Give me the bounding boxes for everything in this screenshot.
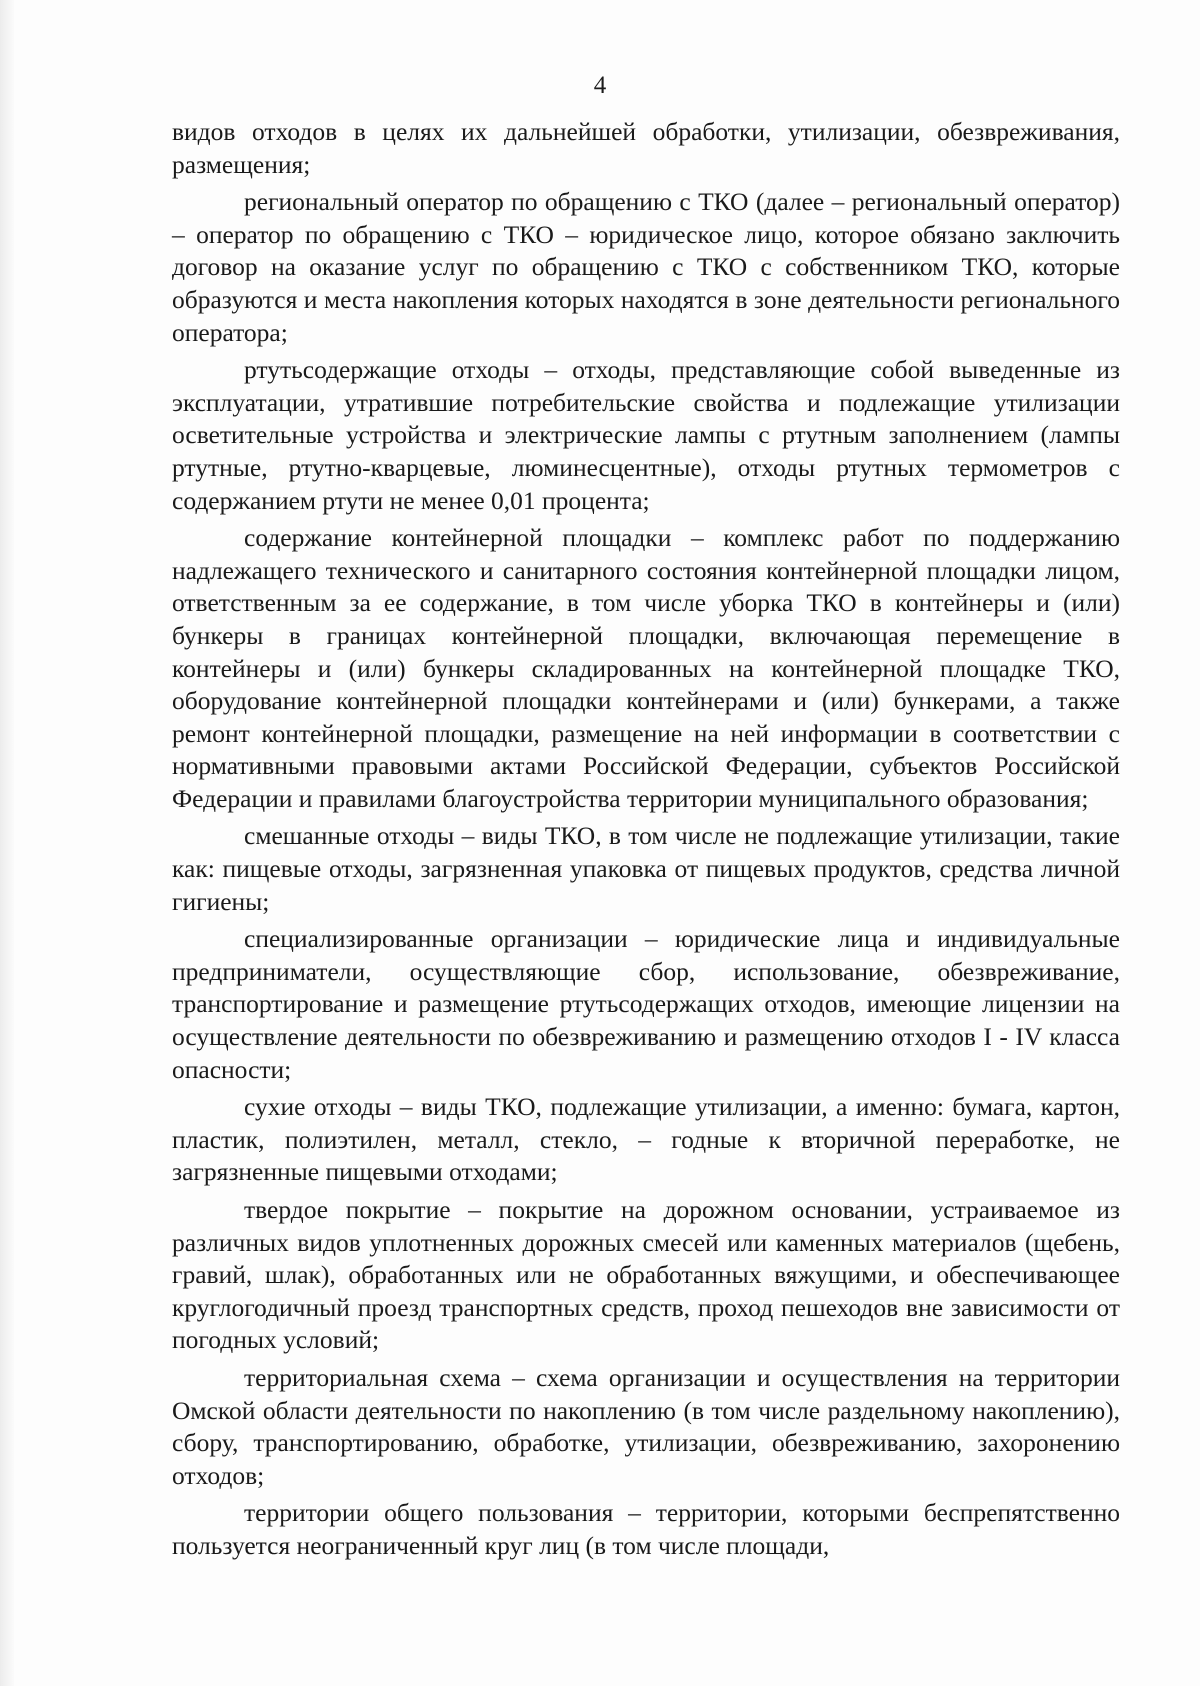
paragraph-dry-waste: сухие отходы – виды ТКО, подлежащие утилизации, а именно: бумага, картон, пластик, полиэтилен, металл, стекло, – годные к вторичной переработке, не загрязненные пищевыми отходами;	[172, 1092, 1120, 1187]
paragraph-mercury-waste: ртутьсодержащие отходы – отходы, представляющие собой выведенные из эксплуатации, утратившие потребительские свойства и подлежащие утилизации осветительные устройства и электрические лампы с ртутным заполнением (лампы ртутные, ртутно-кварцевые, люминесцентные), отходы ртутных термометров с содержанием ртути не менее 0,01 процента;	[172, 355, 1120, 515]
paragraph-territorial-scheme: территориальная схема – схема организации и осуществления на территории Омской области деятельности по накоплению (в том числе раздельному накоплению), сбору, транспортированию, обработке, утилизации, обезвреживанию, захоронению отходов;	[172, 1362, 1120, 1490]
body-text	[172, 116, 1120, 1568]
page-number: 4	[593, 72, 607, 99]
paragraph-container-site-maintenance: содержание контейнерной площадки – комплекс работ по поддержанию надлежащего технического и санитарного состояния контейнерной площадки лицом, ответственным за ее содержание, в том числе уборка ТКО в контейнеры и (или) бункеры в границах контейнерной площадки, включающая перемещение в контейнеры и (или) бункеры складированных на контейнерной площадке ТКО, оборудование контейнерной площадки контейнерами и (или) бункерами, а также ремонт контейнерной площадки, размещение на ней информации в соответствии с нормативными правовыми актами Российской Федерации, субъектов Российской Федерации и правилами благоустройства территории муниципального образования;	[172, 523, 1120, 813]
paragraph-regional-operator: региональный оператор по обращению с ТКО (далее – региональный оператор) – оператор по обращению с ТКО – юридическое лицо, которое обязано заключить договор на оказание услуг по обращению с ТКО с собственником ТКО, которые образуются и места накопления которых находятся в зоне деятельности регионального оператора;	[172, 187, 1120, 347]
paragraph-public-territories: территории общего пользования – территории, которыми беспрепятственно пользуется неограниченный круг лиц (в том числе площади,	[172, 1498, 1120, 1560]
paragraph-mixed-waste: смешанные отходы – виды ТКО, в том числе не подлежащие утилизации, такие как: пищевые отходы, загрязненная упаковка от пищевых продуктов, средства личной гигиены;	[172, 821, 1120, 916]
paragraph-waste-types-continuation: видов отходов в целях их дальнейшей обработки, утилизации, обезвреживания, размещения;	[172, 117, 1120, 179]
scan-edge	[0, 0, 14, 1686]
paragraph-hard-surface: твердое покрытие – покрытие на дорожном основании, устраиваемое из различных видов уплотненных дорожных смесей или каменных материалов (щебень, гравий, шлак), обработанных или не обработанных вяжущими, и обеспечивающее круглогодичный проезд транспортных средств, проход пешеходов вне зависимости от погодных условий;	[172, 1195, 1120, 1355]
paragraph-specialized-organizations: специализированные организации – юридические лица и индивидуальные предприниматели, осуществляющие сбор, использование, обезвреживание, транспортирование и размещение ртутьсодержащих отходов, имеющие лицензии на осуществление деятельности по обезвреживанию и размещению отходов I - IV класса опасности;	[172, 924, 1120, 1084]
